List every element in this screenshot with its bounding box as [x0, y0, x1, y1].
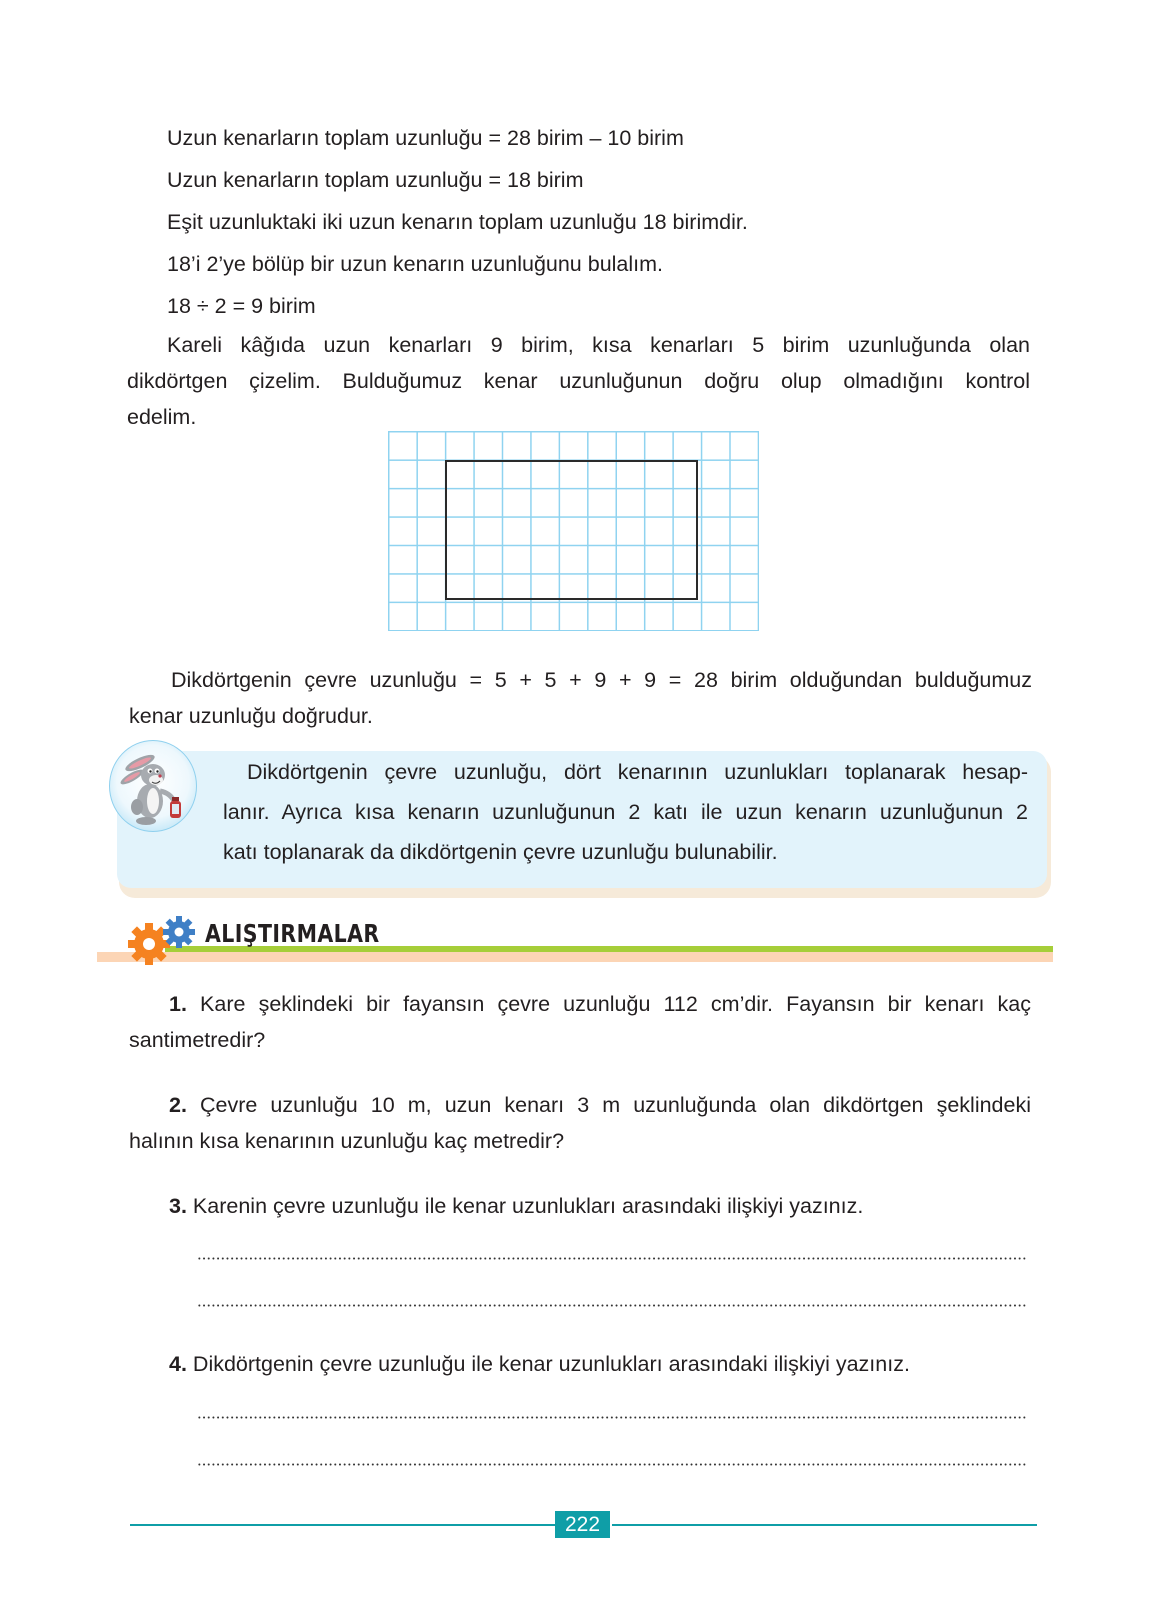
- exercise-row: [169, 1352, 910, 1376]
- draw-paragraph: [127, 327, 1030, 435]
- intro-line: Eşit uzunluktaki iki uzun kenarın toplam uzunluğu 18 birimdir.: [167, 210, 748, 234]
- info-row: Dikdörtgenin çevre uzunluğu, dört kenarının uzunlukları toplanarak hesap-: [247, 760, 1028, 784]
- paragraph-row: Dikdörtgenin çevre uzunluğu = 5 + 5 + 9 + 9 = 28 birim olduğundan bulduğumuz: [171, 668, 1032, 692]
- section-underline-peach: [97, 952, 1053, 962]
- answer-line[interactable]: [197, 1463, 1027, 1466]
- intro-line: Uzun kenarların toplam uzunluğu = 28 birim – 10 birim: [167, 126, 684, 150]
- exercise-4: [169, 1346, 1069, 1382]
- exercise-text: Çevre uzunluğu 10 m, uzun kenarı 3 m uzunluğunda olan dikdörtgen şeklindeki: [200, 1093, 1031, 1117]
- exercise-number: 1.: [169, 992, 187, 1016]
- info-row: lanır. Ayrıca kısa kenarın uzunluğunun 2 katı ile uzun kenarın uzunluğunun 2: [223, 800, 1028, 824]
- rabbit-with-lantern-icon: [109, 740, 197, 832]
- footer-rule-right: [612, 1524, 1037, 1526]
- paragraph-row: kenar uzunluğu doğrudur.: [129, 704, 373, 728]
- paragraph-row: dikdörtgen çizelim. Bulduğumuz kenar uzunluğunun doğru olup olmadığını kontrol: [127, 369, 1030, 393]
- exercise-number: 4.: [169, 1352, 187, 1376]
- exercise-text: Dikdörtgenin çevre uzunluğu ile kenar uzunlukları arasındaki ilişkiyi yazınız.: [192, 1352, 910, 1376]
- exercise-number: 3.: [169, 1194, 187, 1218]
- answer-line[interactable]: [197, 1257, 1027, 1260]
- exercise-number: 2.: [169, 1093, 187, 1117]
- page-number: 222: [555, 1511, 610, 1538]
- exercise-row: halının kısa kenarının uzunluğu kaç metredir?: [129, 1129, 565, 1153]
- exercise-text: Kare şeklindeki bir fayansın çevre uzunluğu 112 cm’dir. Fayansın bir kenarı kaç: [200, 992, 1031, 1016]
- rectangle-figure: [445, 460, 698, 600]
- answer-line[interactable]: [197, 1304, 1027, 1307]
- exercise-row: santimetredir?: [129, 1028, 266, 1052]
- info-box-text: [223, 752, 1028, 872]
- paragraph-row: edelim.: [127, 405, 197, 429]
- info-row: katı toplanarak da dikdörtgenin çevre uzunluğu bulunabilir.: [223, 840, 778, 864]
- check-paragraph: [129, 662, 1032, 734]
- paragraph-row: Kareli kâğıda uzun kenarları 9 birim, kısa kenarları 5 birim uzunluğunda olan: [167, 333, 1030, 357]
- exercise-1: [129, 986, 1031, 1058]
- section-title: ALIŞTIRMALAR: [205, 919, 380, 948]
- exercise-2: [129, 1087, 1031, 1159]
- intro-line: Uzun kenarların toplam uzunluğu = 18 birim: [167, 168, 584, 192]
- intro-line: 18 ÷ 2 = 9 birim: [167, 294, 316, 318]
- intro-line: 18’i 2’ye bölüp bir uzun kenarın uzunluğunu bulalım.: [167, 252, 664, 276]
- exercise-text: Karenin çevre uzunluğu ile kenar uzunlukları arasındaki ilişkiyi yazınız.: [192, 1194, 864, 1218]
- exercise-3: [169, 1188, 1069, 1224]
- exercise-row: [129, 1087, 1031, 1123]
- answer-line[interactable]: [197, 1416, 1027, 1419]
- exercise-row: [169, 1194, 863, 1218]
- footer-rule-left: [130, 1524, 555, 1526]
- gears-icon: [122, 912, 202, 968]
- exercise-row: [129, 986, 1031, 1022]
